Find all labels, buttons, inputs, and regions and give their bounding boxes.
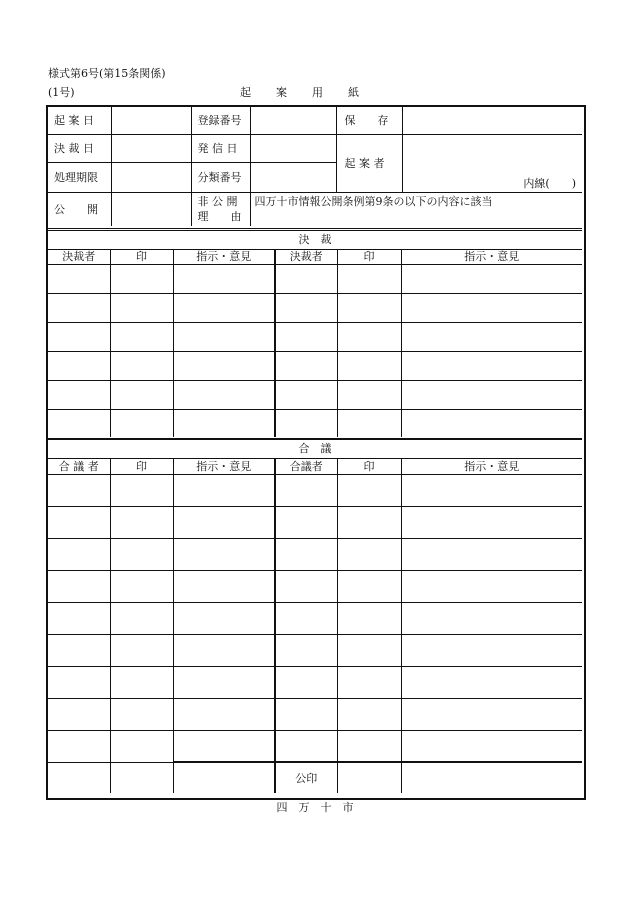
consult-table [48, 459, 582, 793]
consult-cell[interactable] [48, 634, 110, 666]
consult-cell[interactable] [48, 474, 110, 506]
consult-row-seal [48, 762, 582, 793]
decision-cell[interactable] [110, 409, 173, 437]
decision-cell[interactable] [173, 264, 275, 293]
decision-cell[interactable] [337, 293, 401, 322]
decision-cell[interactable] [173, 322, 275, 351]
decision-cell[interactable] [275, 264, 337, 293]
decision-cell[interactable] [275, 293, 337, 322]
consult-section-title: 合 議 [298, 442, 332, 455]
processing-deadline-label: 処理期限 [48, 162, 111, 192]
consult-cell[interactable] [337, 666, 401, 698]
consult-cell[interactable] [275, 602, 337, 634]
consult-col-instruction-right: 指示・意見 [401, 459, 582, 474]
decision-cell[interactable] [110, 293, 173, 322]
consult-section-header [48, 440, 582, 459]
decision-section-title: 決 裁 [298, 233, 332, 246]
consult-cell[interactable] [401, 698, 582, 730]
consult-cell[interactable] [275, 666, 337, 698]
decision-table [48, 249, 582, 437]
drafter-field[interactable] [402, 134, 582, 192]
decision-date-label: 決 裁 日 [48, 134, 111, 162]
decision-cell[interactable] [401, 351, 582, 380]
consult-cell[interactable] [173, 666, 275, 698]
consult-cell[interactable] [337, 698, 401, 730]
decision-col-approver-left: 決裁者 [48, 249, 110, 264]
decision-row [48, 322, 582, 351]
consult-cell[interactable] [337, 474, 401, 506]
extension-label: 内線( ) [523, 176, 576, 190]
disclosure-field[interactable] [111, 192, 191, 226]
consult-cell[interactable] [401, 602, 582, 634]
registration-number-label: 登録番号 [191, 107, 250, 134]
consult-cell[interactable] [401, 730, 582, 762]
issue-date-field[interactable] [250, 134, 336, 162]
decision-cell[interactable] [401, 409, 582, 437]
decision-row [48, 351, 582, 380]
decision-row [48, 380, 582, 409]
consult-cell[interactable] [173, 506, 275, 538]
consult-cell[interactable] [173, 570, 275, 602]
nondisclosure-reason-line1: 非 公 開 [197, 195, 238, 209]
disclosure-label: 公 開 [48, 192, 111, 226]
consult-cell[interactable] [275, 634, 337, 666]
retention-field[interactable] [402, 107, 582, 134]
consult-cell[interactable] [401, 474, 582, 506]
consult-row [48, 570, 582, 602]
decision-row [48, 293, 582, 322]
consult-row [48, 474, 582, 506]
decision-cell[interactable] [401, 293, 582, 322]
consult-cell[interactable] [110, 730, 173, 762]
consult-cell[interactable] [337, 538, 401, 570]
decision-cell[interactable] [173, 351, 275, 380]
consult-cell[interactable] [110, 762, 173, 793]
consult-cell[interactable] [173, 762, 275, 793]
issue-date-label: 発 信 日 [191, 134, 250, 162]
draft-date-field[interactable] [111, 107, 191, 134]
nondisclosure-reason-label [191, 192, 250, 226]
decision-cell[interactable] [48, 409, 110, 437]
consult-cell[interactable] [173, 602, 275, 634]
decision-cell[interactable] [48, 293, 110, 322]
consult-cell[interactable] [337, 506, 401, 538]
consult-cell[interactable] [110, 570, 173, 602]
consult-cell[interactable] [275, 698, 337, 730]
decision-cell[interactable] [401, 264, 582, 293]
decision-col-seal-left: 印 [110, 249, 173, 264]
decision-cell[interactable] [401, 380, 582, 409]
consult-cell[interactable] [48, 666, 110, 698]
decision-date-field[interactable] [111, 134, 191, 162]
consult-cell[interactable] [401, 570, 582, 602]
decision-cell[interactable] [275, 322, 337, 351]
footer-city: 四 万 十 市 [276, 801, 354, 814]
form-label: 様式第6号(第15条関係) [48, 67, 166, 80]
form-number: (1号) [48, 86, 75, 99]
consult-cell[interactable] [110, 474, 173, 506]
classification-number-label: 分類番号 [191, 162, 250, 192]
consult-row [48, 506, 582, 538]
consult-cell[interactable] [48, 538, 110, 570]
consult-cell[interactable] [110, 634, 173, 666]
consult-cell[interactable] [337, 634, 401, 666]
decision-col-approver-right: 決裁者 [275, 249, 337, 264]
consult-cell[interactable] [48, 602, 110, 634]
consult-cell[interactable] [275, 570, 337, 602]
consult-cell[interactable] [173, 474, 275, 506]
consult-col-consultant-left: 合 議 者 [48, 459, 110, 474]
consult-cell[interactable] [401, 634, 582, 666]
decision-cell[interactable] [337, 380, 401, 409]
decision-cell[interactable] [337, 351, 401, 380]
decision-cell[interactable] [48, 380, 110, 409]
consult-cell[interactable] [48, 506, 110, 538]
classification-number-field[interactable] [250, 162, 336, 192]
decision-cell[interactable] [401, 322, 582, 351]
consult-row [48, 634, 582, 666]
decision-cell[interactable] [173, 293, 275, 322]
consult-cell[interactable] [337, 730, 401, 762]
consult-cell[interactable] [48, 762, 110, 793]
consult-cell[interactable] [48, 730, 110, 762]
consult-col-seal-right: 印 [337, 459, 401, 474]
processing-deadline-field[interactable] [111, 162, 191, 192]
nondisclosure-reason-line2: 理 由 [197, 210, 242, 224]
consult-cell[interactable] [173, 730, 275, 762]
divider-line [48, 228, 582, 229]
official-seal-label: 公印 [275, 762, 337, 793]
consult-cell[interactable] [110, 666, 173, 698]
consult-cell[interactable] [337, 602, 401, 634]
consult-cell[interactable] [173, 698, 275, 730]
consult-cell[interactable] [401, 506, 582, 538]
decision-cell[interactable] [48, 264, 110, 293]
decision-cell[interactable] [48, 322, 110, 351]
info-table [48, 107, 582, 226]
retention-label: 保 存 [336, 107, 402, 134]
consult-cell[interactable] [275, 474, 337, 506]
decision-cell[interactable] [275, 409, 337, 437]
nondisclosure-reason-field[interactable] [250, 192, 582, 226]
decision-cell[interactable] [275, 380, 337, 409]
decision-cell[interactable] [48, 351, 110, 380]
decision-cell[interactable] [173, 380, 275, 409]
draft-date-label: 起 案 日 [48, 107, 111, 134]
consult-cell[interactable] [337, 570, 401, 602]
consult-col-instruction-left: 指示・意見 [173, 459, 275, 474]
form-title: 起 案 用 紙 [240, 86, 360, 99]
decision-cell[interactable] [110, 264, 173, 293]
consult-cell[interactable] [173, 634, 275, 666]
decision-cell[interactable] [275, 351, 337, 380]
decision-cell[interactable] [110, 322, 173, 351]
consult-cell[interactable] [110, 602, 173, 634]
decision-col-seal-right: 印 [337, 249, 401, 264]
drafter-label: 起 案 者 [336, 134, 402, 192]
decision-cell[interactable] [337, 264, 401, 293]
decision-cell[interactable] [173, 409, 275, 437]
decision-row [48, 409, 582, 437]
consult-cell[interactable] [110, 506, 173, 538]
consult-cell[interactable] [48, 698, 110, 730]
decision-row [48, 264, 582, 293]
nondisclosure-reason-text: 四万十市情報公開条例第9条の以下の内容に該当 [254, 194, 493, 208]
decision-section-header [48, 230, 582, 250]
consult-cell[interactable] [275, 730, 337, 762]
consult-row [48, 730, 582, 762]
consult-cell[interactable] [275, 506, 337, 538]
decision-col-instruction-left: 指示・意見 [173, 249, 275, 264]
consult-row [48, 666, 582, 698]
decision-cell[interactable] [337, 409, 401, 437]
consult-col-seal-left: 印 [110, 459, 173, 474]
registration-number-field[interactable] [250, 107, 336, 134]
decision-cell[interactable] [110, 351, 173, 380]
official-seal-field[interactable] [337, 762, 401, 793]
consult-cell[interactable] [401, 666, 582, 698]
decision-cell[interactable] [337, 322, 401, 351]
decision-cell[interactable] [110, 380, 173, 409]
consult-cell[interactable] [173, 538, 275, 570]
consult-row [48, 602, 582, 634]
consult-cell[interactable] [275, 538, 337, 570]
consult-row [48, 698, 582, 730]
decision-col-instruction-right: 指示・意見 [401, 249, 582, 264]
consult-cell[interactable] [110, 538, 173, 570]
consult-cell[interactable] [401, 762, 582, 793]
consult-cell[interactable] [48, 570, 110, 602]
consult-cell[interactable] [110, 698, 173, 730]
consult-row [48, 538, 582, 570]
consult-cell[interactable] [401, 538, 582, 570]
consult-col-consultant-right: 合議者 [275, 459, 337, 474]
